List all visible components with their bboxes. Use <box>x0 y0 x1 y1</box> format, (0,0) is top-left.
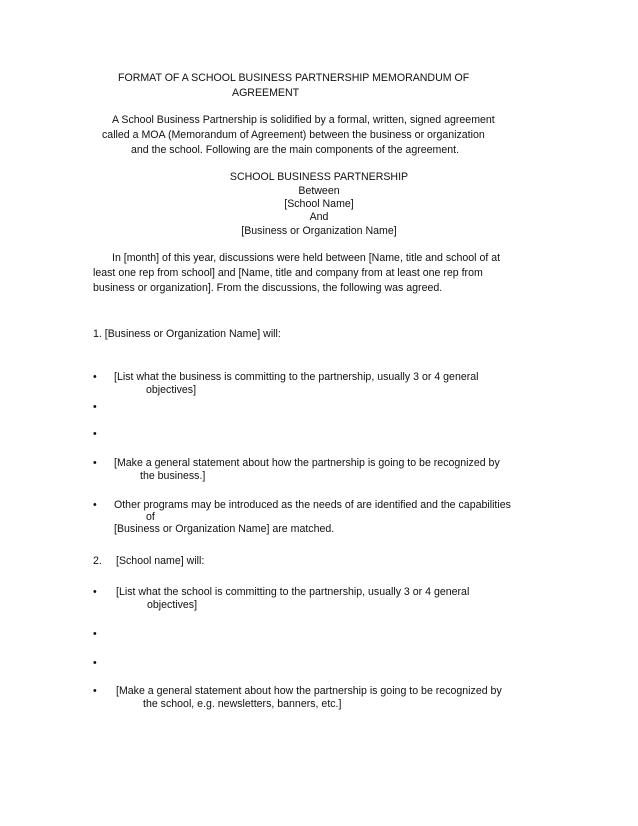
section2-number: 2. <box>93 555 102 567</box>
section2-item4-line2: the school, e.g. newsletters, banners, etc.] <box>143 698 342 710</box>
and-label: And <box>309 211 329 223</box>
bullet-icon: • <box>93 401 97 413</box>
bullet-icon: • <box>93 457 97 469</box>
discussion-line2: least one rep from school] and [Name, title and company from at least one rep from <box>93 267 483 279</box>
section2-item4-line1: [Make a general statement about how the partnership is going to be recognized by <box>116 685 502 697</box>
partnership-title: SCHOOL BUSINESS PARTNERSHIP <box>229 171 409 183</box>
section2-item1-line2: objectives] <box>147 599 198 611</box>
section1-item5-line2: of <box>146 511 155 523</box>
section1-item4-line2: the business.] <box>140 470 206 482</box>
bullet-icon: • <box>93 628 97 640</box>
bullet-icon: • <box>93 657 97 669</box>
section1-item1-line1: [List what the business is committing to the partnership, usually 3 or 4 general <box>114 371 479 383</box>
bullet-icon: • <box>93 428 97 440</box>
section1-item5-line1: Other programs may be introduced as the needs of are identified and the capabilities <box>114 499 511 511</box>
intro-line3: and the school. Following are the main components of the agreement. <box>131 144 460 156</box>
bullet-icon: • <box>93 586 97 598</box>
bullet-icon: • <box>93 685 97 697</box>
section1-item1-line2: objectives] <box>146 384 197 396</box>
document-title-line1: FORMAT OF A SCHOOL BUSINESS PARTNERSHIP MEMORANDUM OF <box>118 72 470 84</box>
school-name-placeholder: [School Name] <box>284 198 354 210</box>
section1-item4-line1: [Make a general statement about how the partnership is going to be recognized by <box>114 457 500 469</box>
section2-item1-line1: [List what the school is committing to the partnership, usually 3 or 4 general <box>116 586 470 598</box>
section1-item5-line3: [Business or Organization Name] are matched. <box>114 523 335 535</box>
between-label: Between <box>298 185 340 197</box>
section1-heading: 1. [Business or Organization Name] will: <box>93 328 281 340</box>
business-name-placeholder: [Business or Organization Name] <box>241 225 397 237</box>
bullet-icon: • <box>93 499 97 511</box>
document-title-line2: AGREEMENT <box>232 87 300 99</box>
discussion-line3: business or organization]. From the discussions, the following was agreed. <box>93 282 443 294</box>
section2-heading: [School name] will: <box>116 555 205 567</box>
intro-line1: A School Business Partnership is solidified by a formal, written, signed agreement <box>112 114 495 126</box>
intro-line2: called a MOA (Memorandum of Agreement) between the business or organization <box>102 129 485 141</box>
discussion-line1: In [month] of this year, discussions were held between [Name, title and school of at <box>112 252 501 264</box>
bullet-icon: • <box>93 371 97 383</box>
